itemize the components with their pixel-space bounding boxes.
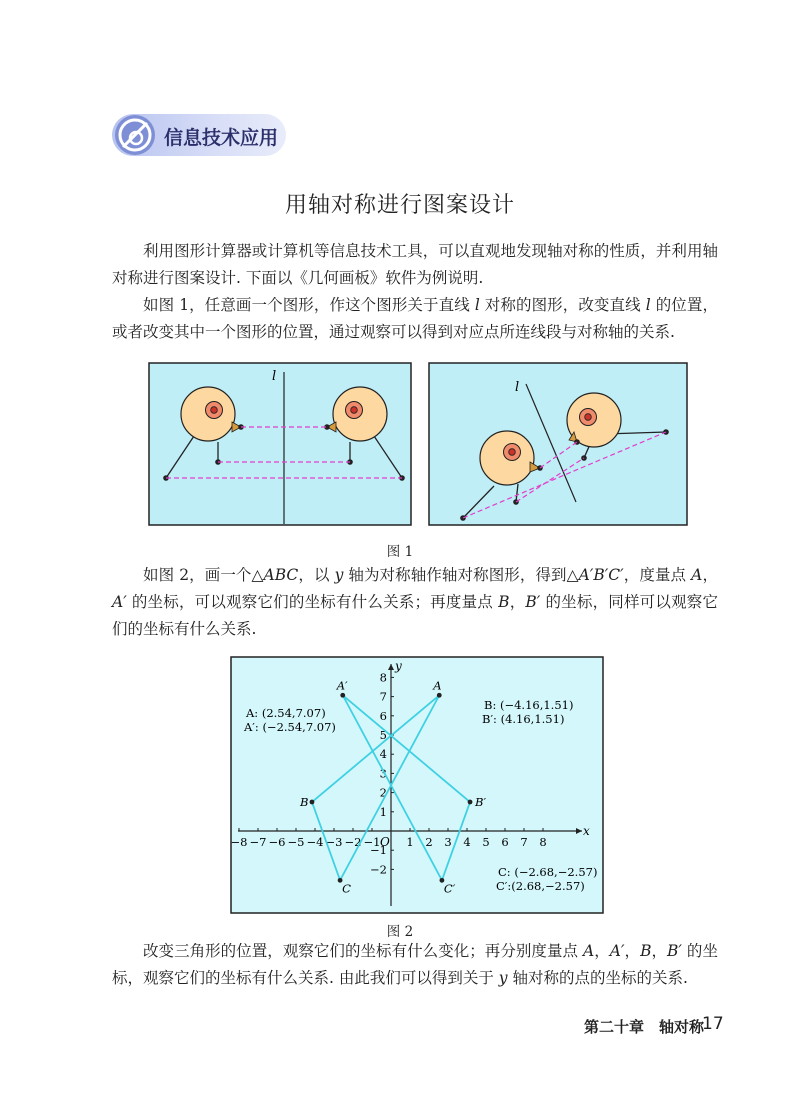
figure-1-caption: 图 1 — [386, 544, 414, 560]
math-b-prime: B′ — [525, 593, 541, 611]
x-tick-label: −2 — [344, 835, 362, 849]
x-tick-label: 8 — [539, 835, 547, 849]
figure-1 — [148, 362, 688, 526]
paragraph-figure1 — [112, 292, 718, 346]
y-tick-label: 5 — [379, 728, 387, 742]
x-tick-label: −4 — [306, 835, 324, 849]
x-tick-label: −7 — [249, 835, 267, 849]
math-abc-prime: A′B′C′ — [578, 566, 624, 584]
math-a: A — [582, 942, 595, 960]
math-b: B — [640, 942, 652, 960]
x-tick-label: 5 — [482, 835, 490, 849]
y-tick-label: −2 — [370, 862, 387, 877]
x-tick-label: 1 — [406, 835, 414, 849]
x-tick-label: −3 — [325, 835, 343, 849]
x-tick-label: 3 — [444, 835, 452, 849]
readout-a-prime: A′: (−2.54,7.07) — [244, 720, 336, 734]
axis-label-l-left: l — [272, 369, 277, 384]
y-tick-label: 1 — [379, 804, 387, 819]
text-span: ， — [624, 942, 641, 960]
x-tick-label: 2 — [425, 835, 433, 849]
paragraph-conclusion — [112, 938, 718, 992]
text-span: ，度量点 — [623, 566, 692, 584]
text-span: 的坐标，可以观察它们的坐标有什么关系；再度量点 — [126, 593, 499, 611]
section-label: 信息技术应用 — [164, 127, 279, 149]
text-span: 轴对称的点的坐标的关系. — [507, 969, 688, 987]
math-a-prime: A′ — [112, 593, 127, 611]
paragraph-intro — [112, 238, 718, 292]
origin-label: O — [380, 835, 390, 849]
y-tick-label: 8 — [379, 670, 387, 685]
text-span: ， — [594, 942, 610, 960]
x-tick-label: −6 — [268, 835, 286, 849]
text-span: 轴为对称轴作轴对称图形，得到△ — [343, 566, 579, 584]
x-tick-label: 4 — [463, 835, 471, 849]
text-span: ， — [702, 566, 718, 584]
y-tick-label: −1 — [370, 843, 387, 858]
text-span: 的坐标，同样可以观察它们的坐标有什么关系. — [112, 593, 718, 638]
math-a-prime: A′ — [609, 942, 625, 960]
point-label-b: B — [299, 795, 309, 810]
math-a: A — [691, 566, 703, 584]
math-abc: ABC — [263, 566, 299, 584]
figure-2 — [230, 656, 604, 914]
text-span: 如图 2，画一个△ — [143, 566, 264, 584]
y-axis-label: y — [395, 659, 402, 673]
point-a-prime — [340, 693, 345, 698]
readout-a: A: (2.54,7.07) — [246, 706, 326, 720]
x-tick-label: −5 — [287, 835, 305, 849]
math-b-prime: B′ — [667, 942, 682, 960]
point-a — [437, 693, 442, 698]
x-tick-label: −1 — [363, 835, 381, 849]
y-tick-label: 2 — [379, 785, 387, 800]
text-span: 对称的图形，改变直线 — [479, 296, 646, 314]
point-label-b-prime: B′ — [475, 795, 487, 810]
y-tick-label: 7 — [379, 689, 387, 704]
readout-c: C: (−2.68,−2.57) — [498, 865, 598, 879]
math-l: l — [474, 296, 480, 314]
y-tick-label: 3 — [379, 766, 387, 781]
math-b: B — [498, 593, 510, 611]
y-tick-label: 4 — [379, 747, 387, 762]
figure-1-right-panel — [429, 363, 687, 525]
x-axis-label: x — [583, 824, 590, 838]
x-tick-label: 7 — [520, 835, 528, 849]
text-span: ， — [651, 942, 668, 960]
point-b — [310, 800, 315, 805]
info-tech-icon — [114, 114, 156, 156]
point-label-c: C — [342, 881, 351, 896]
x-tick-label: 6 — [501, 835, 509, 849]
point-label-a-prime: A′ — [336, 678, 348, 693]
page-title: 用轴对称进行图案设计 — [284, 193, 515, 218]
math-y: y — [498, 969, 508, 987]
readout-c-prime: C′:(2.68,−2.57) — [496, 879, 585, 893]
math-l: l — [645, 296, 651, 314]
paragraph-figure2 — [112, 562, 718, 643]
figure-2-caption: 图 2 — [386, 924, 414, 940]
axis-label-l-right: l — [515, 380, 520, 395]
point-label-c-prime: C′ — [443, 881, 456, 896]
page-number: 17 — [702, 1014, 724, 1034]
x-tick-label: −8 — [230, 835, 248, 849]
text-span: 改变三角形的位置，观察它们的坐标有什么变化；再分别度量点 — [143, 942, 583, 960]
paragraph-intro-text: 利用图形计算器或计算机等信息技术工具，可以直观地发现轴对称的性质，并利用轴对称进行图案设计. 下面以《几何画板》软件为例说明. — [112, 242, 718, 287]
math-y: y — [334, 566, 344, 584]
y-tick-label: 6 — [379, 708, 387, 723]
point-b-prime — [468, 800, 473, 805]
text-span: 如图 1，任意画一个图形，作这个图形关于直线 — [143, 296, 475, 314]
text-span: 的位置，或者改变其中一个图形的位置，通过观察可以得到对应点所连线段与对称轴的关系. — [112, 296, 718, 341]
readout-b: B: (−4.16,1.51) — [484, 698, 574, 712]
text-span: ，以 — [298, 566, 335, 584]
point-label-a: A — [433, 678, 442, 693]
readout-b-prime: B′: (4.16,1.51) — [482, 712, 565, 726]
footer-chapter: 第二十章 轴对称 — [584, 1018, 705, 1036]
text-span: ， — [509, 593, 526, 611]
text-span: 的坐标，观察它们的坐标有什么关系. 由此我们可以得到关于 — [112, 942, 718, 987]
